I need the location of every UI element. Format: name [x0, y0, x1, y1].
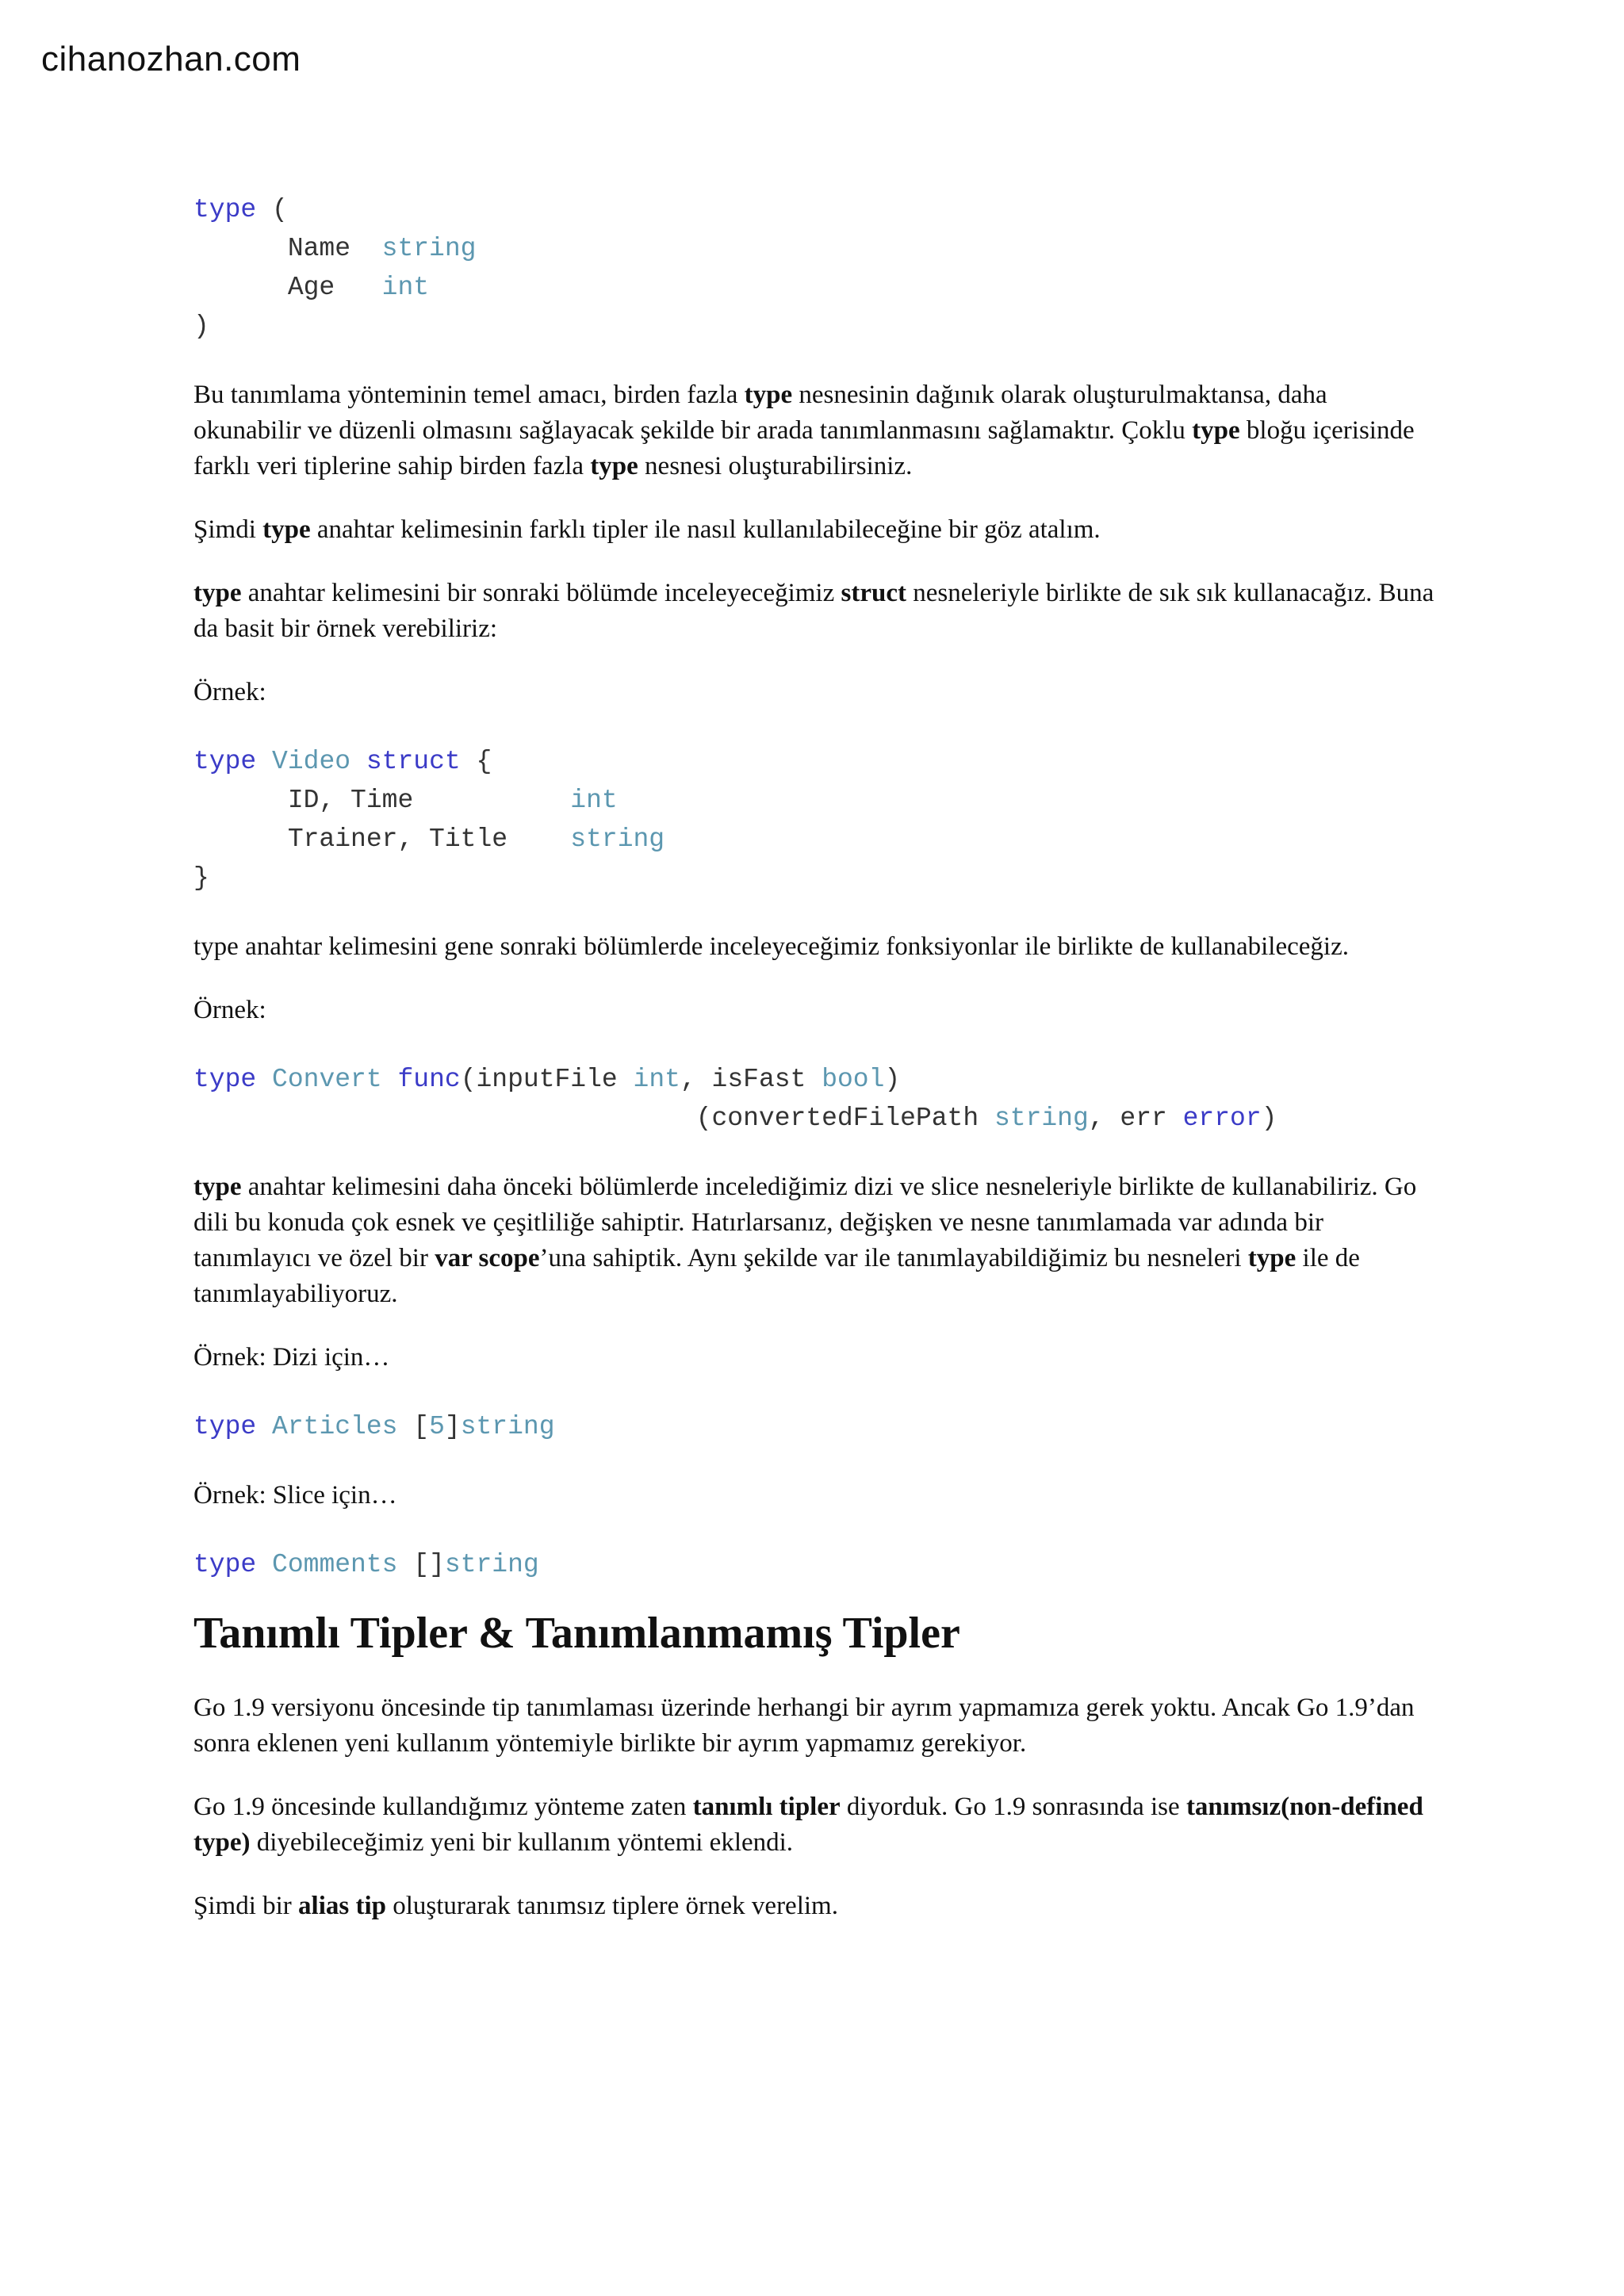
text: diyorduk. Go 1.9 sonrasında ise: [840, 1793, 1186, 1821]
code-line: [193, 1099, 1438, 1138]
code-text: , isFast: [680, 1065, 822, 1094]
code-text: ): [193, 312, 209, 341]
example-label: Örnek:: [193, 678, 266, 706]
code-type: int: [570, 786, 618, 815]
code-text: ): [1261, 1104, 1277, 1133]
code-block-array: [193, 1407, 1438, 1446]
code-line: [193, 859, 1438, 897]
text: ’una sahiptik. Aynı şekilde var ile tanımlayabildiğimiz bu nesneleri: [539, 1244, 1248, 1272]
code-text: , err: [1088, 1104, 1183, 1133]
code-keyword: type: [193, 747, 257, 776]
paragraph: [193, 1888, 1438, 1924]
bold-text: type: [1247, 1244, 1297, 1272]
code-type: int: [381, 273, 430, 302]
bold-text: var scope: [435, 1244, 540, 1272]
code-text: (: [256, 195, 288, 224]
text: anahtar kelimesini daha önceki bölümlerde incelediğimiz dizi ve slice nesneleriyle birlikte de kullanabiliriz. Go dili bu konuda çok esnek ve çeşitliliğe sahiptir. Hatırlarsanız, değişken ve nesne tanımlamada var adında bir tanımlayıcı ve özel bir: [193, 1173, 1417, 1272]
code-text: ]: [444, 1412, 461, 1441]
code-type-name: Convert: [272, 1065, 382, 1094]
code-text: [382, 1065, 398, 1094]
code-line: [193, 190, 1438, 229]
text: Şimdi bir: [193, 1892, 299, 1920]
bold-text: type: [193, 1173, 242, 1201]
paragraph: Go 1.9 versiyonu öncesinde tip tanımlaması üzerinde herhangi bir ayrım yapmamıza gerek yoktu. Ancak Go 1.9’dan sonra eklenen yeni kullanım yöntemiyle birlikte bir ayrım yapmamız gerekiyor.: [193, 1693, 1415, 1758]
paragraph: type anahtar kelimesini gene sonraki bölümlerde inceleyeceğimiz fonksiyonlar ile birlikte de kullanabileceğiz.: [193, 932, 1349, 961]
text: nesnesi oluşturabilirsiniz.: [638, 452, 913, 480]
code-line: [193, 1545, 1438, 1584]
code-keyword: type: [193, 1065, 257, 1094]
code-type: string: [570, 825, 665, 854]
code-line: [193, 1060, 1438, 1099]
paragraph: [193, 1789, 1438, 1861]
code-line: [193, 781, 1438, 820]
site-name: cihanozhan.com: [41, 40, 301, 78]
code-number: 5: [429, 1412, 445, 1441]
code-keyword: struct: [366, 747, 461, 776]
text: nesnesinin dağınık olarak oluşturulmaktansa, daha okunabilir ve düzenli olmasını sağlayacak şekilde bir arada tanımlanmasını sağlamaktır. Çoklu: [193, 381, 1327, 445]
code-text: [256, 1550, 272, 1579]
code-line: [193, 820, 1438, 859]
code-type-name: Comments: [272, 1550, 398, 1579]
text: Bu tanımlama yönteminin temel amacı, birden fazla: [193, 381, 745, 409]
code-text: [256, 747, 272, 776]
code-keyword: type: [193, 1412, 257, 1441]
code-text: []: [397, 1550, 445, 1579]
bold-text: struct: [841, 579, 906, 607]
code-text: [350, 747, 366, 776]
code-text: ID, Time: [193, 786, 571, 815]
text: anahtar kelimesini bir sonraki bölümde inceleyeceğimiz: [241, 579, 841, 607]
paragraph: [193, 512, 1438, 548]
text: nesneleriyle birlikte de sık sık kullanacağız. Buna da basit bir örnek verebiliriz:: [193, 579, 1434, 643]
code-block-func: [193, 1060, 1438, 1138]
example-label: Örnek: Dizi için…: [193, 1343, 390, 1372]
code-block-slice: [193, 1545, 1438, 1584]
text: Go 1.9 öncesinde kullandığımız yönteme zaten: [193, 1793, 693, 1821]
code-type: string: [381, 234, 477, 263]
code-text: (convertedFilePath: [193, 1104, 994, 1133]
code-type-name: Articles: [272, 1412, 398, 1441]
code-text: [256, 1065, 272, 1094]
section-heading: Tanımlı Tipler & Tanımlanmamış Tipler: [193, 1609, 960, 1658]
code-type-name: Video: [272, 747, 351, 776]
code-type: string: [444, 1550, 539, 1579]
code-keyword: type: [193, 1550, 257, 1579]
code-text: Name: [193, 234, 382, 263]
bold-text: alias tip: [298, 1892, 386, 1920]
code-type: string: [460, 1412, 555, 1441]
paragraph: [193, 377, 1438, 484]
code-type: bool: [822, 1065, 885, 1094]
code-line: [193, 1407, 1438, 1446]
code-type: int: [633, 1065, 680, 1094]
text: diyebileceğimiz yeni bir kullanım yöntemi eklendi.: [250, 1828, 794, 1857]
code-text: [: [397, 1412, 430, 1441]
paragraph: [193, 1169, 1438, 1312]
paragraph: [193, 576, 1438, 647]
example-label: Örnek:: [193, 996, 266, 1024]
bold-text: type: [193, 579, 242, 607]
code-text: (inputFile: [460, 1065, 634, 1094]
code-block-type-group: [193, 190, 1438, 346]
code-line: [193, 307, 1438, 346]
text: bloğu içerisinde farklı veri tiplerine sahip birden fazla: [193, 416, 1415, 480]
text: anahtar kelimesinin farklı tipler ile nasıl kullanılabileceğine bir göz atalım.: [310, 515, 1101, 544]
bold-text: tanımsız(non-defined type): [193, 1793, 1423, 1857]
code-block-struct: [193, 742, 1438, 897]
bold-text: type: [744, 381, 793, 409]
bold-text: type: [262, 515, 311, 544]
example-label: Örnek: Slice için…: [193, 1481, 397, 1510]
code-keyword: func: [397, 1065, 461, 1094]
code-text: }: [193, 863, 209, 893]
text: Şimdi: [193, 515, 263, 544]
code-line: [193, 229, 1438, 268]
code-text: {: [460, 747, 492, 776]
code-type: string: [994, 1104, 1089, 1133]
code-text: ): [884, 1065, 901, 1094]
code-line: [193, 268, 1438, 307]
text: oluşturarak tanımsız tiplere örnek verelim.: [385, 1892, 838, 1920]
code-keyword: type: [193, 195, 257, 224]
bold-text: type: [1192, 416, 1240, 445]
code-text: Age: [193, 273, 382, 302]
code-text: [256, 1412, 272, 1441]
code-text: Trainer, Title: [193, 825, 571, 854]
bold-text: type: [590, 452, 638, 480]
text: ile de tanımlayabiliyoruz.: [193, 1244, 1360, 1308]
code-keyword: error: [1182, 1104, 1262, 1133]
code-line: [193, 742, 1438, 781]
bold-text: tanımlı tipler: [692, 1793, 841, 1821]
document-content: [193, 190, 1438, 1952]
